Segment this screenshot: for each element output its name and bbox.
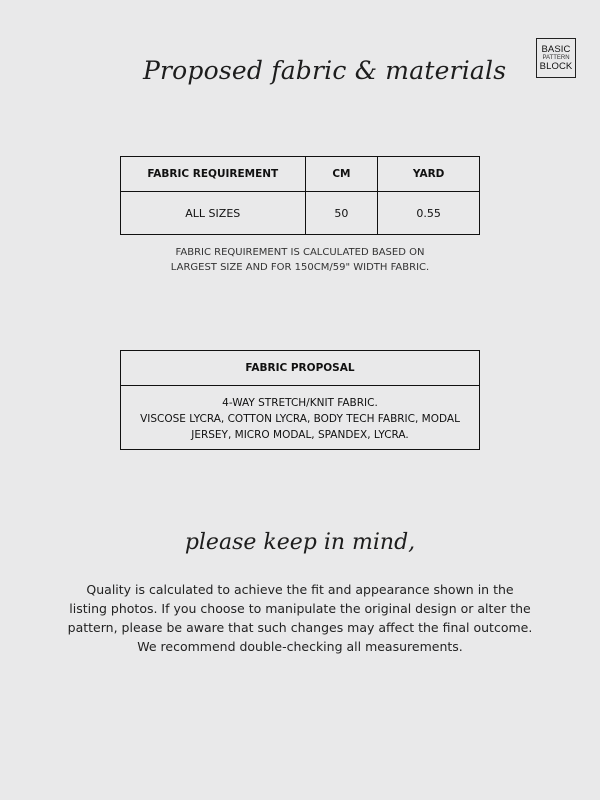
requirement-note — [100, 245, 500, 275]
fabric-requirement-table — [120, 156, 480, 235]
note-line-2: LARGEST SIZE AND FOR 150CM/59" WIDTH FABRIC. — [170, 262, 430, 273]
cell-cm: 50 — [305, 192, 378, 235]
reminder-paragraph — [60, 580, 540, 656]
logo-line-pattern: PATTERN — [542, 55, 570, 61]
header-fabric-requirement: FABRIC REQUIREMENT — [121, 157, 306, 192]
fabric-proposal-box — [120, 350, 480, 450]
reminder-line-2: listing photos. If you choose to manipulate the original design or alter the — [69, 601, 531, 616]
proposal-body — [121, 386, 479, 443]
cell-size: ALL SIZES — [121, 192, 306, 235]
proposal-line-3: JERSEY, MICRO MODAL, SPANDEX, LYCRA. — [191, 429, 409, 441]
reminder-line-4: We recommend double-checking all measurements. — [137, 639, 463, 654]
header-cm: CM — [305, 157, 378, 192]
reminder-title: please keep in mind, — [184, 530, 416, 555]
cell-yard: 0.55 — [378, 192, 480, 235]
proposal-line-1: 4-WAY STRETCH/KNIT FABRIC. — [222, 397, 378, 409]
table-header-row — [121, 157, 480, 192]
proposal-line-2: VISCOSE LYCRA, COTTON LYCRA, BODY TECH FABRIC, MODAL — [140, 413, 460, 425]
reminder-line-3: pattern, please be aware that such changes may affect the final outcome. — [67, 620, 533, 635]
note-line-1: FABRIC REQUIREMENT IS CALCULATED BASED ON — [175, 247, 425, 258]
logo-line-block: BLOCK — [539, 61, 573, 72]
table-row — [121, 192, 480, 235]
logo-line-basic: BASIC — [541, 43, 571, 55]
reminder-line-1: Quality is calculated to achieve the fit and appearance shown in the — [86, 582, 514, 597]
page-title: Proposed fabric & materials — [143, 56, 507, 85]
brand-logo — [536, 38, 576, 78]
proposal-header: FABRIC PROPOSAL — [121, 351, 479, 386]
header-yard: YARD — [378, 157, 480, 192]
